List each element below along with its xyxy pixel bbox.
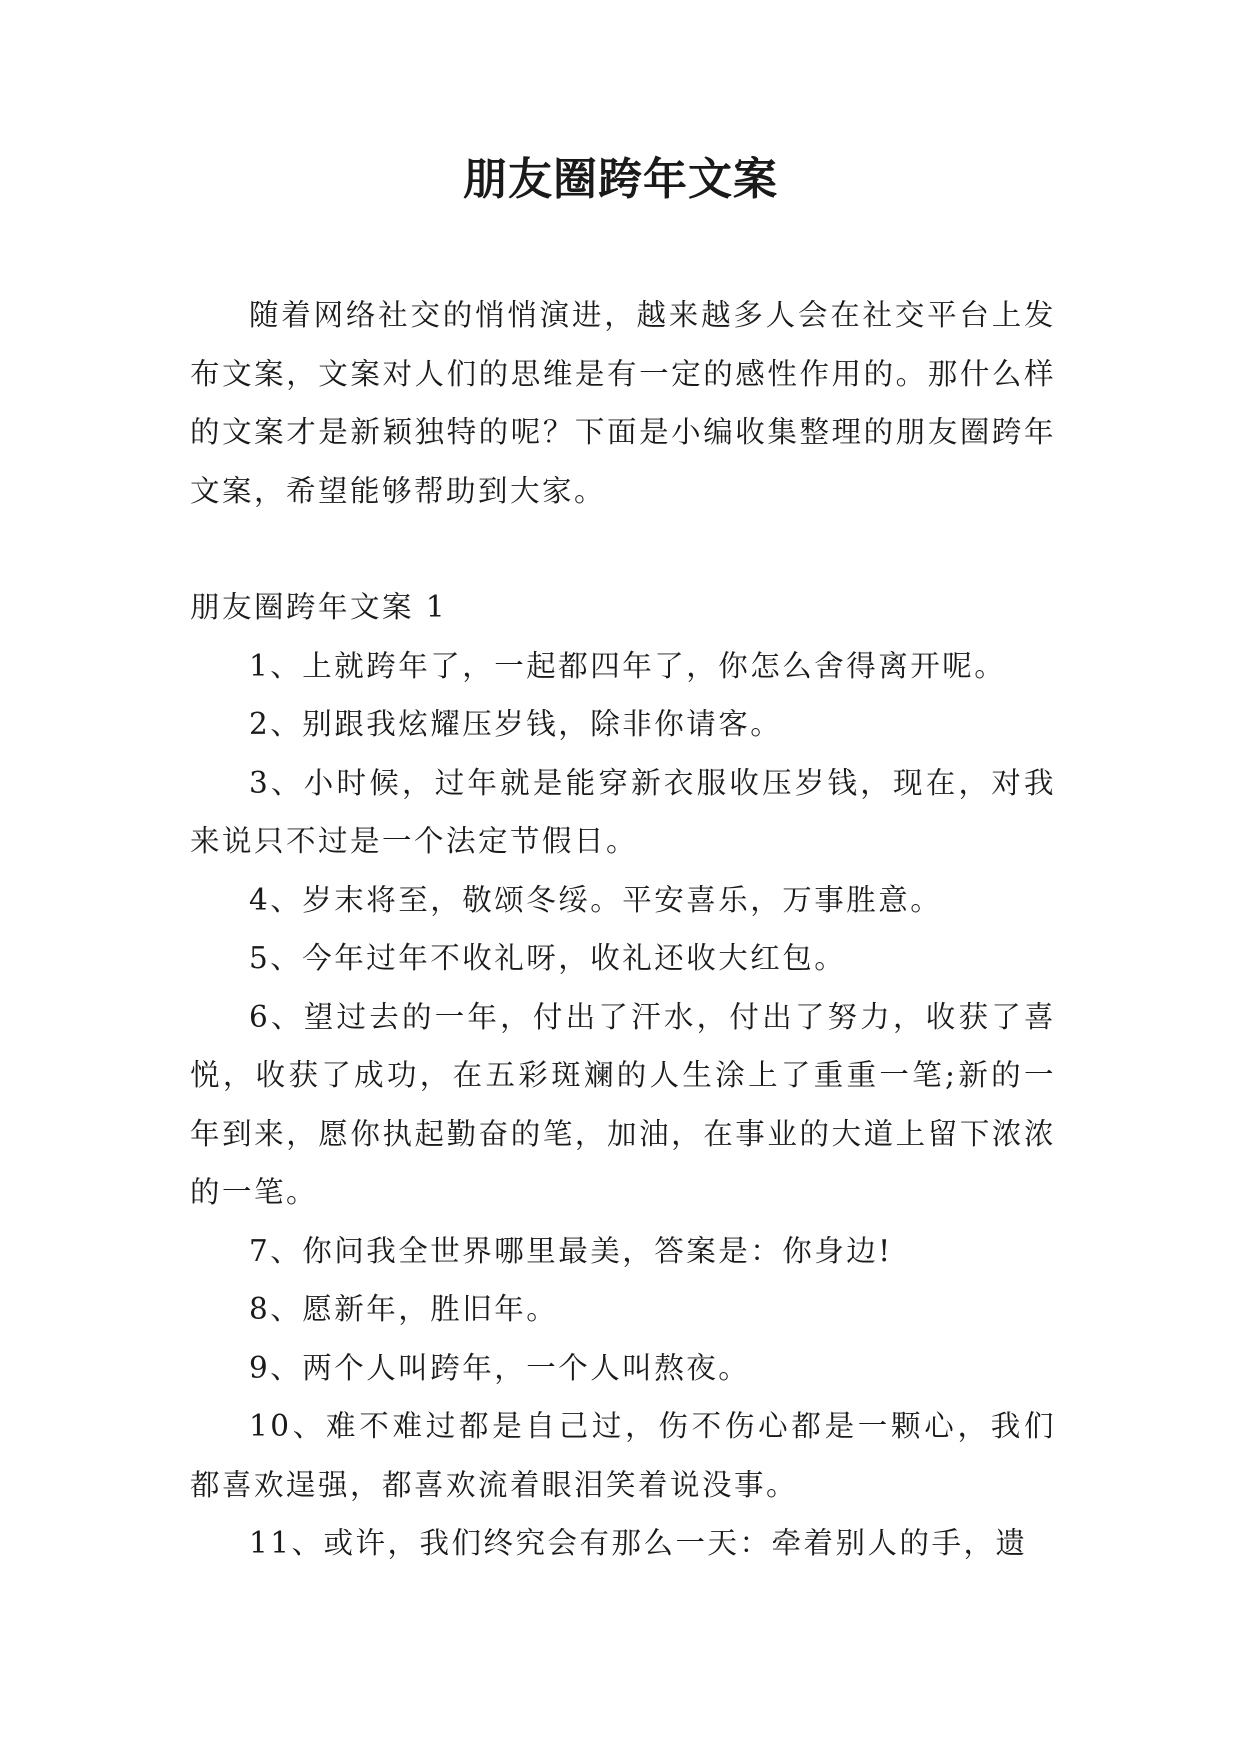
list-item: 5、今年过年不收礼呀，收礼还收大红包。 xyxy=(249,941,847,975)
list-item: 9、两个人叫跨年，一个人叫熬夜。 xyxy=(249,1350,751,1385)
list-item: 8、愿新年，胜旧年。 xyxy=(249,1292,559,1326)
page-title: 朋友圈跨年文案 xyxy=(463,154,778,205)
list-item: 11、或许，我们终究会有那么一天：牵着别人的手，遗 xyxy=(249,1526,1028,1560)
document-body xyxy=(190,286,1056,1573)
list-item: 2、别跟我炫耀压岁钱，除非你请客。 xyxy=(249,707,783,741)
list-item: 1、上就跨年了，一起都四年了，你怎么舍得离开呢。 xyxy=(249,648,1007,683)
list-item: 6、望过去的一年，付出了汗水，付出了努力，收获了喜悦，收获了成功，在五彩斑斓的人生涂上了重重一笔;新的一年到来，愿你执起勤奋的笔，加油，在事业的大道上留下浓浓的一笔。 xyxy=(190,999,1056,1209)
intro-paragraph: 随着网络社交的悄悄演进，越来越多人会在社交平台上发布文案，文案对人们的思维是有一定的感性作用的。那什么样的文案才是新颖独特的呢？下面是小编收集整理的朋友圈跨年文案，希望能够帮助到大家。 xyxy=(190,298,1056,508)
list-item: 7、你问我全世界哪里最美，答案是：你身边! xyxy=(249,1233,893,1268)
list-item: 4、岁末将至，敬颂冬绥。平安喜乐，万事胜意。 xyxy=(249,882,943,917)
list-item: 10、难不难过都是自己过，伤不伤心都是一颗心，我们都喜欢逞强，都喜欢流着眼泪笑着说没事。 xyxy=(190,1409,1056,1502)
section-heading: 朋友圈跨年文案 1 xyxy=(190,590,448,624)
list-item: 3、小时候，过年就是能穿新衣服收压岁钱，现在，对我来说只不过是一个法定节假日。 xyxy=(190,765,1056,858)
